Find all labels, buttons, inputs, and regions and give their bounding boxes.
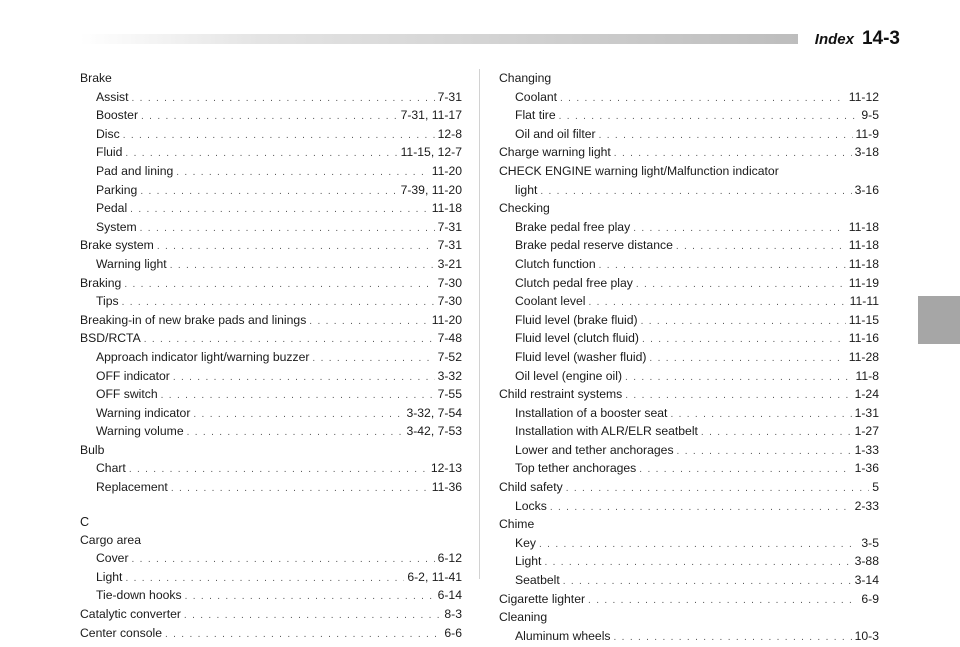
entry-page-reference[interactable]: 12-13 [430,461,462,476]
entry-label: Parking [96,182,138,197]
entry-page-reference[interactable]: 11-15, 12-7 [400,145,462,160]
index-subentry [80,143,462,162]
index-subentry [499,367,879,386]
entry-page-reference[interactable]: 12-8 [437,126,462,141]
dot-leader [559,108,859,127]
page-header [815,28,900,50]
column-divider [479,69,480,579]
dot-leader [184,607,441,626]
entry-label: Booster [96,108,139,123]
dot-leader [129,461,428,480]
entry-page-reference[interactable]: 7-52 [437,349,462,364]
entry-page-reference[interactable]: 6-14 [437,588,462,603]
entry-page-reference[interactable]: 7-48 [437,331,462,346]
index-subentry [80,125,462,144]
index-subentry [499,627,879,646]
dot-leader [599,257,846,276]
entry-page-reference[interactable]: 1-33 [854,442,879,457]
entry-page-reference[interactable]: 1-27 [854,424,879,439]
dot-leader [173,369,435,388]
index-subentry [80,199,462,218]
dot-leader [161,387,435,406]
entry-label: System [96,219,137,234]
index-subentry [80,106,462,125]
entry-label: Brake pedal reserve distance [515,238,673,253]
dot-leader [636,276,846,295]
entry-label: Warning indicator [96,405,191,420]
index-entry [499,590,879,609]
index-subentry [499,125,879,144]
entry-page-reference[interactable]: 3-14 [854,573,879,588]
entry-page-reference[interactable]: 6-6 [444,625,462,640]
index-subentry [499,329,879,348]
index-subentry [499,534,879,553]
dot-leader [639,461,851,480]
index-subentry [80,586,462,605]
entry-page-reference[interactable]: 11-18 [848,219,879,234]
index-subentry [499,552,879,571]
dot-leader [676,238,846,257]
index-heading: Brake [80,71,112,85]
index-subentry [80,162,462,181]
entry-page-reference[interactable]: 11-19 [848,275,879,290]
entry-label: Installation with ALR/ELR seatbelt [515,424,698,439]
index-subentry [80,549,462,568]
entry-page-reference[interactable]: 3-16 [854,182,879,197]
entry-label: Disc [96,126,120,141]
entry-label: Clutch pedal free play [515,275,633,290]
index-subentry [80,478,462,497]
entry-page-reference[interactable]: 11-9 [855,126,879,141]
entry-label: Brake pedal free play [515,219,631,234]
entry-label: Breaking-in of new brake pads and linings [80,312,307,327]
entry-label: Cover [96,551,129,566]
entry-label: Charge warning light [499,145,611,160]
header-index-label: Index [814,31,854,48]
entry-page-reference[interactable]: 2-33 [854,498,879,513]
entry-label: Brake system [80,238,154,253]
dot-leader [124,276,434,295]
entry-page-reference[interactable]: 3-32, 7-54 [406,405,462,420]
entry-label: Assist [96,89,129,104]
entry-label: Aluminum wheels [515,628,611,643]
index-entry [499,143,879,162]
index-subentry [499,459,879,478]
entry-page-reference[interactable]: 9-5 [861,108,879,123]
index-entry [80,329,462,348]
entry-label: Coolant [515,89,558,104]
entry-label: Fluid level (brake fluid) [515,312,638,327]
index-subentry [80,568,462,587]
entry-label: Child safety [499,480,563,495]
index-subentry [80,292,462,311]
entry-label: Seatbelt [515,573,560,588]
entry-label: OFF switch [96,387,158,402]
entry-label: Flat tire [515,108,556,123]
index-subentry [80,385,462,404]
dot-leader [641,313,846,332]
index-subentry [499,348,879,367]
entry-label: Clutch function [515,256,596,271]
entry-label: Center console [80,625,162,640]
entry-label: Fluid level (clutch fluid) [515,331,639,346]
dot-leader [649,350,845,369]
entry-page-reference[interactable]: 7-31, 11-17 [400,108,462,123]
index-subentry [499,497,879,516]
entry-label: Installation of a booster seat [515,405,668,420]
index-subentry [80,459,462,478]
entry-page-reference[interactable]: 7-39, 11-20 [400,182,462,197]
entry-label: Oil level (engine oil) [515,368,623,383]
dot-leader [539,536,858,555]
entry-label: Fluid [96,145,123,160]
entry-page-reference[interactable]: 11-16 [848,331,879,346]
entry-label: Top tether anchorages [515,461,637,476]
index-subentry [499,236,879,255]
dot-leader [165,626,441,645]
entry-page-reference[interactable]: 6-2, 11-41 [407,569,462,584]
index-heading: Checking [499,201,550,216]
index-subentry [499,441,879,460]
dot-leader [123,127,435,146]
dot-leader [677,443,852,462]
dot-leader [540,183,851,202]
dot-leader [309,313,428,332]
index-heading: Cleaning [499,610,548,625]
entry-page-reference[interactable]: 3-21 [437,256,462,271]
entry-label: BSD/RCTA [80,331,141,346]
entry-label: Warning light [96,256,167,271]
dot-leader [566,480,870,499]
index-heading: Chime [499,517,535,532]
entry-page-reference[interactable]: 7-30 [437,275,462,290]
entry-label: Lower and tether anchorages [515,442,674,457]
dot-leader [141,108,398,127]
dot-leader [132,551,435,570]
dot-leader [588,592,858,611]
index-subentry [80,422,462,441]
entry-page-reference[interactable]: 11-18 [431,201,462,216]
dot-leader [701,424,852,443]
index-subentry [80,348,462,367]
dot-leader [642,331,846,350]
entry-label: Child restraint systems [499,387,623,402]
index-subentry [80,367,462,386]
index-subentry [499,404,879,423]
entry-page-reference[interactable]: 11-20 [431,312,462,327]
entry-page-reference[interactable]: 11-11 [849,294,879,309]
entry-page-reference[interactable]: 1-36 [854,461,879,476]
dot-leader [157,238,435,257]
entry-label: Chart [96,461,126,476]
index-subentry [499,255,879,274]
dot-leader [171,480,429,499]
page-number: 14-3 [861,28,900,49]
index-subentry [499,218,879,237]
index-subentry [499,571,879,590]
entry-label: Catalytic converter [80,607,181,622]
dot-leader [550,499,852,518]
dot-leader [563,573,852,592]
dot-leader [544,554,851,573]
entry-label: Locks [515,498,547,513]
index-heading: Cargo area [80,532,141,547]
entry-page-reference[interactable]: 11-20 [431,163,462,178]
entry-label: Braking [80,275,122,290]
entry-page-reference[interactable]: 6-12 [437,551,462,566]
entry-page-reference[interactable]: 11-28 [848,349,879,364]
entry-label: Oil and oil filter [515,126,596,141]
index-entry [499,385,879,404]
index-subentry [80,218,462,237]
entry-label: Warning volume [96,424,184,439]
dot-leader [176,164,428,183]
entry-page-reference[interactable]: 7-31 [437,219,462,234]
index-subentry [80,181,462,200]
dot-leader [187,424,404,443]
index-subentry [499,181,879,200]
entry-label: Key [515,535,537,550]
index-subentry [80,88,462,107]
index-entry [80,624,462,643]
dot-leader [170,257,435,276]
index-column-right [499,69,879,645]
entry-label: Coolant level [515,294,586,309]
dot-leader [560,90,846,109]
entry-page-reference[interactable]: 1-31 [854,405,879,420]
dot-leader [625,369,852,388]
entry-label: Tie-down hooks [96,588,182,603]
dot-leader [614,629,852,647]
entry-page-reference[interactable]: 3-5 [861,535,879,550]
dot-leader [599,127,853,146]
index-heading: CHECK ENGINE warning light/Malfunction indicator [499,163,779,178]
index-subentry [499,88,879,107]
dot-leader [193,406,403,425]
index-subentry [499,106,879,125]
index-subentry [499,292,879,311]
index-heading: Bulb [80,442,105,457]
dot-leader [140,183,397,202]
entry-page-reference[interactable]: 7-31 [437,89,462,104]
index-subentry [499,311,879,330]
entry-label: Pedal [96,201,128,216]
index-subentry [499,274,879,293]
index-subentry [499,422,879,441]
dot-leader [185,588,435,607]
entry-page-reference[interactable]: 11-18 [848,238,879,253]
entry-page-reference[interactable]: 11-18 [848,256,879,271]
index-entry [499,478,879,497]
entry-page-reference[interactable]: 10-3 [854,628,879,643]
index-entry [80,274,462,293]
index-entry [80,311,462,330]
entry-page-reference[interactable]: 3-42, 7-53 [406,424,462,439]
entry-page-reference[interactable]: 11-15 [848,312,879,327]
entry-page-reference[interactable]: 3-32 [437,368,462,383]
entry-label: light [515,182,538,197]
header-rule [80,34,798,44]
dot-leader [312,350,434,369]
entry-label: Light [96,569,123,584]
entry-page-reference[interactable]: 5 [872,480,879,495]
index-entry [80,605,462,624]
index-subentry [80,404,462,423]
entry-label: OFF indicator [96,368,170,383]
chapter-thumb-tab [918,296,960,344]
dot-leader [132,90,435,109]
entry-label: Replacement [96,480,168,495]
entry-label: Tips [96,294,119,309]
index-heading: Changing [499,71,552,85]
entry-label: Light [515,554,542,569]
entry-page-reference[interactable]: 7-30 [437,294,462,309]
entry-page-reference[interactable]: 11-8 [855,368,879,383]
entry-label: Pad and lining [96,163,174,178]
entry-label: Cigarette lighter [499,591,586,606]
index-entry [80,236,462,255]
entry-page-reference[interactable]: 3-18 [854,145,879,160]
entry-page-reference[interactable]: 8-3 [444,607,462,622]
entry-page-reference[interactable]: 1-24 [854,387,879,402]
entry-page-reference[interactable]: 11-36 [431,480,462,495]
dot-leader [130,201,429,220]
index-column-left [80,69,462,642]
entry-page-reference[interactable]: 7-55 [437,387,462,402]
entry-page-reference[interactable]: 6-9 [861,591,879,606]
entry-page-reference[interactable]: 3-88 [854,554,879,569]
section-letter: C [80,514,90,529]
index-subentry [80,255,462,274]
entry-label: Fluid level (washer fluid) [515,349,647,364]
entry-page-reference[interactable]: 11-12 [848,89,879,104]
entry-page-reference[interactable]: 7-31 [437,238,462,253]
entry-label: Approach indicator light/warning buzzer [96,349,310,364]
dot-leader [140,220,435,239]
